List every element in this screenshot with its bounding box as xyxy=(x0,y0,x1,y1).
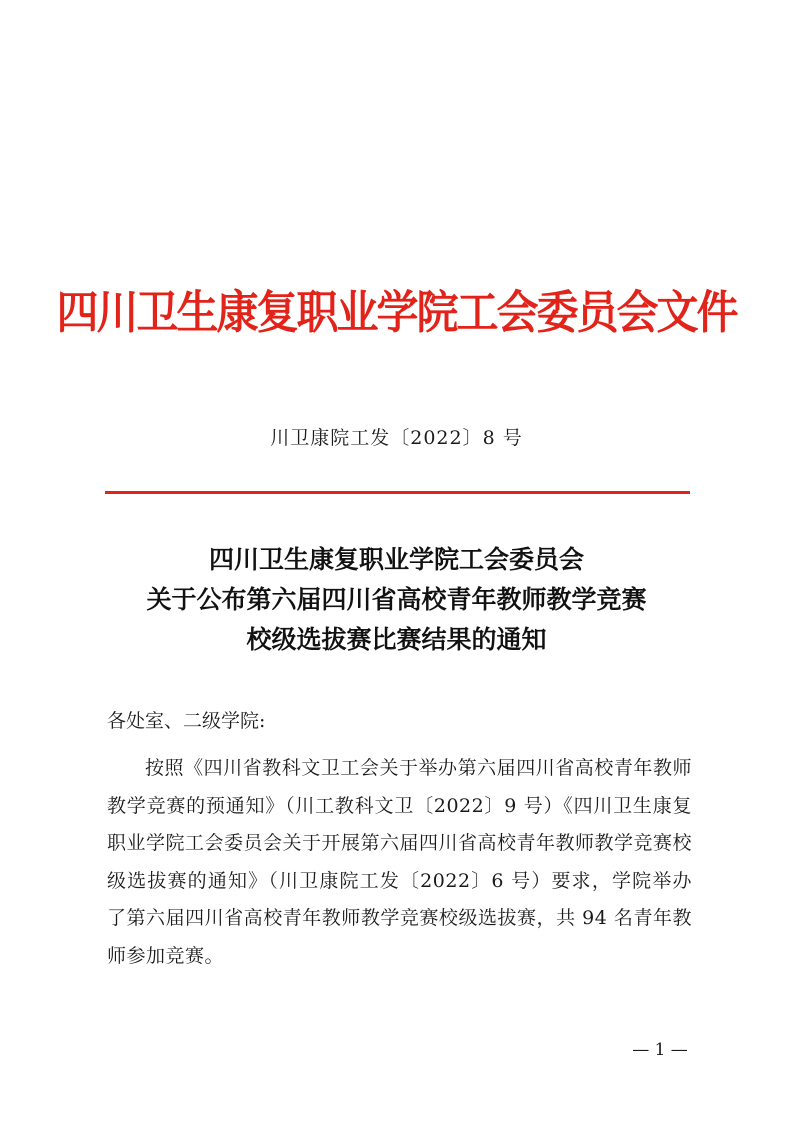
body-paragraph: 按照《四川省教科文卫工会关于举办第六届四川省高校青年教师教学竞赛的预通知》（川工教科文卫〔2022〕9 号）《四川卫生康复职业学院工会委员会关于开展第六届四川省高校青年教师教学竞赛校级选拔赛的通知》（川卫康院工发〔2022〕6 号）要求，学院举办了第六届四川省高校青年教师教学竞赛校级选拔赛，共 94 名青年教师参加竞赛。 xyxy=(107,757,693,967)
salutation: 各处室、二级学院: xyxy=(107,710,266,732)
document-number: 川卫康院工发〔2022〕8 号 xyxy=(270,427,523,449)
notice-title xyxy=(0,540,793,660)
notice-title-line: 校级选拔赛比赛结果的通知 xyxy=(246,625,547,654)
red-divider-line xyxy=(105,491,690,494)
org-header-title: 四川卫生康复职业学院工会委员会文件 xyxy=(56,286,737,339)
notice-title-line: 四川卫生康复职业学院工会委员会 xyxy=(208,545,584,574)
notice-title-line: 关于公布第六届四川省高校青年教师教学竞赛 xyxy=(146,585,647,614)
page-number: — 1 — xyxy=(632,1040,688,1060)
